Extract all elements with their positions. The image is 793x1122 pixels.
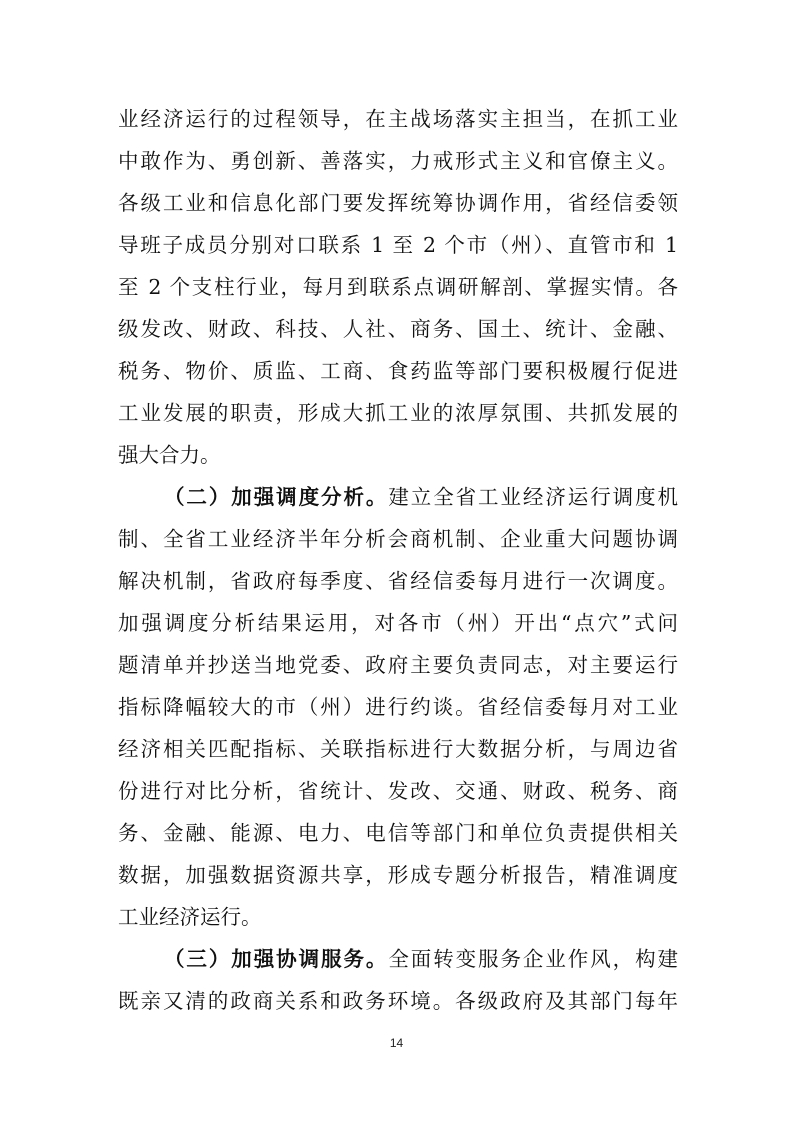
line-text: 各级工业和信息化部门要发挥统筹协调作用，省经信委领 (118, 191, 678, 215)
paragraph-line (118, 229, 678, 261)
paragraph-line (118, 523, 678, 555)
paragraph-line (118, 271, 678, 303)
line-text: 加强调度分析结果运用，对各市（州）开出“点穴”式问 (118, 611, 678, 635)
page-number: 14 (389, 1036, 404, 1050)
line-text: 级发改、财政、科技、人社、商务、国土、统计、金融、 (118, 317, 678, 341)
line-text: 中敢作为、勇创新、善落实，力戒形式主义和官僚主义。 (118, 149, 678, 173)
line-text: 导班子成员分别对口联系 1 至 2 个市（州）、直管市和 1 (118, 233, 678, 257)
line-text: 数据，加强数据资源共享，形成专题分析报告，精准调度 (118, 863, 678, 887)
line-text: 业经济运行的过程领导，在主战场落实主担当，在抓工业 (118, 107, 678, 131)
paragraph-line (118, 565, 678, 597)
line-text: 务、金融、能源、电力、电信等部门和单位负责提供相关 (118, 821, 678, 845)
line-text: 指标降幅较大的市（州）进行约谈。省经信委每月对工业 (118, 695, 678, 719)
line-text: 解决机制，省政府每季度、省经信委每月进行一次调度。 (118, 569, 678, 593)
line-text: 经济相关匹配指标、关联指标进行大数据分析，与周边省 (118, 737, 678, 761)
line-text: 既亲又清的政商关系和政务环境。各级政府及其部门每年 (118, 989, 678, 1013)
paragraph-line (118, 397, 678, 429)
section-heading-line (164, 481, 678, 513)
paragraph-line (118, 691, 678, 723)
paragraph-line (118, 103, 678, 135)
paragraph-line (118, 775, 678, 807)
line-text: 全面转变服务企业作风，构建 (388, 947, 679, 971)
paragraph-line (118, 145, 678, 177)
paragraph-line (118, 817, 678, 849)
paragraph-line (118, 733, 678, 765)
line-text: 至 2 个支柱行业，每月到联系点调研解剖、掌握实情。各 (118, 275, 678, 299)
paragraph-line (118, 901, 678, 933)
line-text: 强大合力。 (118, 443, 221, 467)
line-text: 份进行对比分析，省统计、发改、交通、财政、税务、商 (118, 779, 678, 803)
paragraph-line (118, 187, 678, 219)
paragraph-line (118, 649, 678, 681)
paragraph-line (118, 355, 678, 387)
line-text: 建立全省工业经济运行调度机 (388, 485, 679, 509)
paragraph-line (118, 985, 678, 1017)
paragraph-line (118, 859, 678, 891)
line-text: 工业经济运行。 (118, 905, 262, 929)
paragraph-line (118, 439, 678, 471)
line-text: 税务、物价、质监、工商、食药监等部门要积极履行促进 (118, 359, 678, 383)
paragraph-line (118, 313, 678, 345)
paragraph-line (118, 607, 678, 639)
line-text: 制、全省工业经济半年分析会商机制、企业重大问题协调 (118, 527, 678, 551)
line-text: 工业发展的职责，形成大抓工业的浓厚氛围、共抓发展的 (118, 401, 678, 425)
section-heading-line (164, 943, 678, 975)
section-heading: （三）加强协调服务。 (164, 947, 389, 971)
section-heading: （二）加强调度分析。 (164, 485, 389, 509)
line-text: 题清单并抄送当地党委、政府主要负责同志，对主要运行 (118, 653, 678, 677)
